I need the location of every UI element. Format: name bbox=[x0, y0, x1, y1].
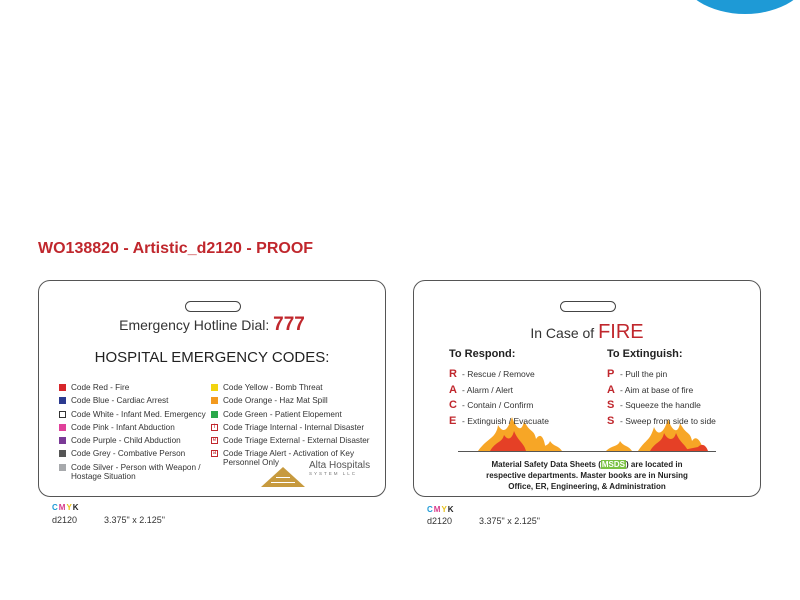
code-label: Code Red - Fire bbox=[71, 383, 130, 392]
race-text: - Extinguish / Evacuate bbox=[462, 415, 549, 426]
race-item bbox=[449, 415, 549, 431]
code-item bbox=[211, 436, 381, 445]
msds-note bbox=[414, 459, 760, 492]
triage-internal-icon: i bbox=[211, 424, 218, 431]
cmyk-y: Y bbox=[441, 505, 448, 514]
divider bbox=[458, 451, 716, 452]
code-item bbox=[59, 463, 209, 481]
codes-list-left bbox=[59, 383, 209, 485]
triage-external-icon: e bbox=[212, 437, 217, 444]
race-letter: E bbox=[449, 414, 457, 427]
swatch-pink bbox=[59, 424, 66, 431]
code-item bbox=[59, 396, 209, 405]
code-item bbox=[59, 423, 209, 432]
extinguish-title: To Extinguish: bbox=[607, 348, 683, 360]
race-letter: R bbox=[449, 368, 457, 380]
cmyk-label-right bbox=[427, 505, 455, 514]
logo-stripe bbox=[276, 477, 290, 478]
card-front bbox=[38, 280, 386, 497]
race-letter: A bbox=[449, 383, 457, 396]
pass-item bbox=[607, 399, 716, 415]
race-text: - Contain / Confirm bbox=[462, 400, 534, 410]
msds-line-2: respective departments. Master books are in Nursing bbox=[486, 471, 688, 480]
swatch-yellow bbox=[211, 384, 218, 391]
card-back bbox=[413, 280, 761, 497]
codes-list-right bbox=[211, 383, 381, 472]
pass-letter: P bbox=[607, 368, 615, 380]
race-text: - Rescue / Remove bbox=[462, 369, 535, 379]
cmyk-k: K bbox=[72, 503, 80, 512]
race-item bbox=[449, 368, 549, 384]
code-label: Code Triage Internal - Internal Disaster bbox=[223, 422, 365, 432]
code-label: Code Grey - Combative Person bbox=[71, 449, 186, 459]
pass-letter: S bbox=[607, 399, 615, 411]
code-label: Code Triage External - External Disaster bbox=[223, 436, 370, 446]
pass-text: - Pull the pin bbox=[620, 369, 668, 379]
race-list bbox=[449, 368, 549, 430]
code-label: Code Triage Alert - Activation of Key Personnel Only bbox=[223, 449, 355, 468]
code-label: Code Pink - Infant Abduction bbox=[71, 422, 175, 432]
pass-item bbox=[607, 415, 716, 431]
msds-tag: MSDS bbox=[601, 460, 626, 469]
race-letter: C bbox=[449, 399, 457, 411]
pass-text: - Squeeze the handle bbox=[620, 400, 701, 410]
msds-suffix: ) are located in bbox=[626, 460, 683, 469]
proof-title: WO138820 - Artistic_d2120 - PROOF bbox=[38, 240, 314, 257]
code-label: Code Green - Patient Elopement bbox=[223, 409, 342, 419]
cmyk-label-left bbox=[52, 503, 80, 512]
swatch-red bbox=[59, 384, 66, 391]
fire-heading-prefix: In Case of bbox=[530, 325, 595, 341]
corner-decoration bbox=[680, 0, 800, 14]
card-code-right: d2120 bbox=[427, 516, 453, 526]
pass-item bbox=[607, 368, 716, 384]
swatch-purple bbox=[59, 437, 66, 444]
logo-stripe bbox=[271, 482, 295, 483]
hotline-number: 777 bbox=[273, 314, 305, 335]
code-item bbox=[59, 410, 209, 419]
race-text: - Alarm / Alert bbox=[462, 384, 514, 395]
code-item bbox=[59, 436, 209, 445]
pass-item bbox=[607, 384, 716, 400]
code-label: Code Orange - Haz Mat Spill bbox=[223, 396, 328, 406]
hotline-label: Emergency Hotline Dial: bbox=[119, 317, 270, 333]
swatch-orange bbox=[211, 397, 218, 404]
cmyk-c: C bbox=[52, 503, 59, 512]
cmyk-m: M bbox=[433, 505, 442, 514]
code-item bbox=[59, 383, 209, 392]
swatch-blue bbox=[59, 397, 66, 404]
swatch-silver bbox=[59, 464, 66, 471]
cmyk-y: Y bbox=[66, 503, 73, 512]
fire-heading-word: FIRE bbox=[598, 321, 644, 343]
logo-subtitle: SYSTEM LLC bbox=[309, 471, 358, 476]
card-size-left: 3.375" x 2.125" bbox=[104, 515, 165, 525]
pass-letter: S bbox=[607, 414, 615, 427]
pass-text: - Aim at base of fire bbox=[620, 384, 694, 395]
lanyard-slot bbox=[185, 301, 241, 312]
cmyk-c: C bbox=[427, 505, 434, 514]
code-item bbox=[211, 383, 381, 392]
code-label: Code Yellow - Bomb Threat bbox=[223, 383, 323, 392]
race-item bbox=[449, 384, 549, 400]
codes-heading: HOSPITAL EMERGENCY CODES: bbox=[94, 349, 330, 366]
logo-name: Alta Hospitals bbox=[309, 460, 371, 471]
msds-line-3: Office, ER, Engineering, & Administration bbox=[508, 482, 666, 491]
code-label: Code Blue - Cardiac Arrest bbox=[71, 396, 169, 406]
fire-heading bbox=[414, 321, 760, 344]
triage-alert-icon: a bbox=[212, 450, 217, 457]
code-label: Code Purple - Child Abduction bbox=[71, 436, 181, 446]
hotline bbox=[39, 314, 385, 336]
pass-list bbox=[607, 368, 716, 430]
swatch-green bbox=[211, 411, 218, 418]
swatch-white bbox=[59, 411, 66, 418]
respond-title: To Respond: bbox=[449, 348, 516, 360]
msds-prefix: Material Safety Data Sheets ( bbox=[491, 460, 601, 469]
cmyk-m: M bbox=[58, 503, 67, 512]
code-label: Code Silver - Person with Weapon / Hostage Situation bbox=[71, 462, 201, 481]
code-item bbox=[211, 396, 381, 405]
pass-letter: A bbox=[607, 383, 615, 396]
card-size-right: 3.375" x 2.125" bbox=[479, 516, 540, 526]
code-item bbox=[59, 449, 209, 458]
code-item bbox=[211, 410, 381, 419]
pass-text: - Sweep from side to side bbox=[620, 415, 716, 426]
race-item bbox=[449, 399, 549, 415]
code-label: Code White - Infant Med. Emergency bbox=[71, 409, 206, 419]
lanyard-slot bbox=[560, 301, 616, 312]
msds-line-1 bbox=[414, 459, 760, 470]
swatch-grey bbox=[59, 450, 66, 457]
code-item bbox=[211, 423, 381, 432]
cmyk-k: K bbox=[447, 505, 455, 514]
card-code-left: d2120 bbox=[52, 515, 78, 525]
